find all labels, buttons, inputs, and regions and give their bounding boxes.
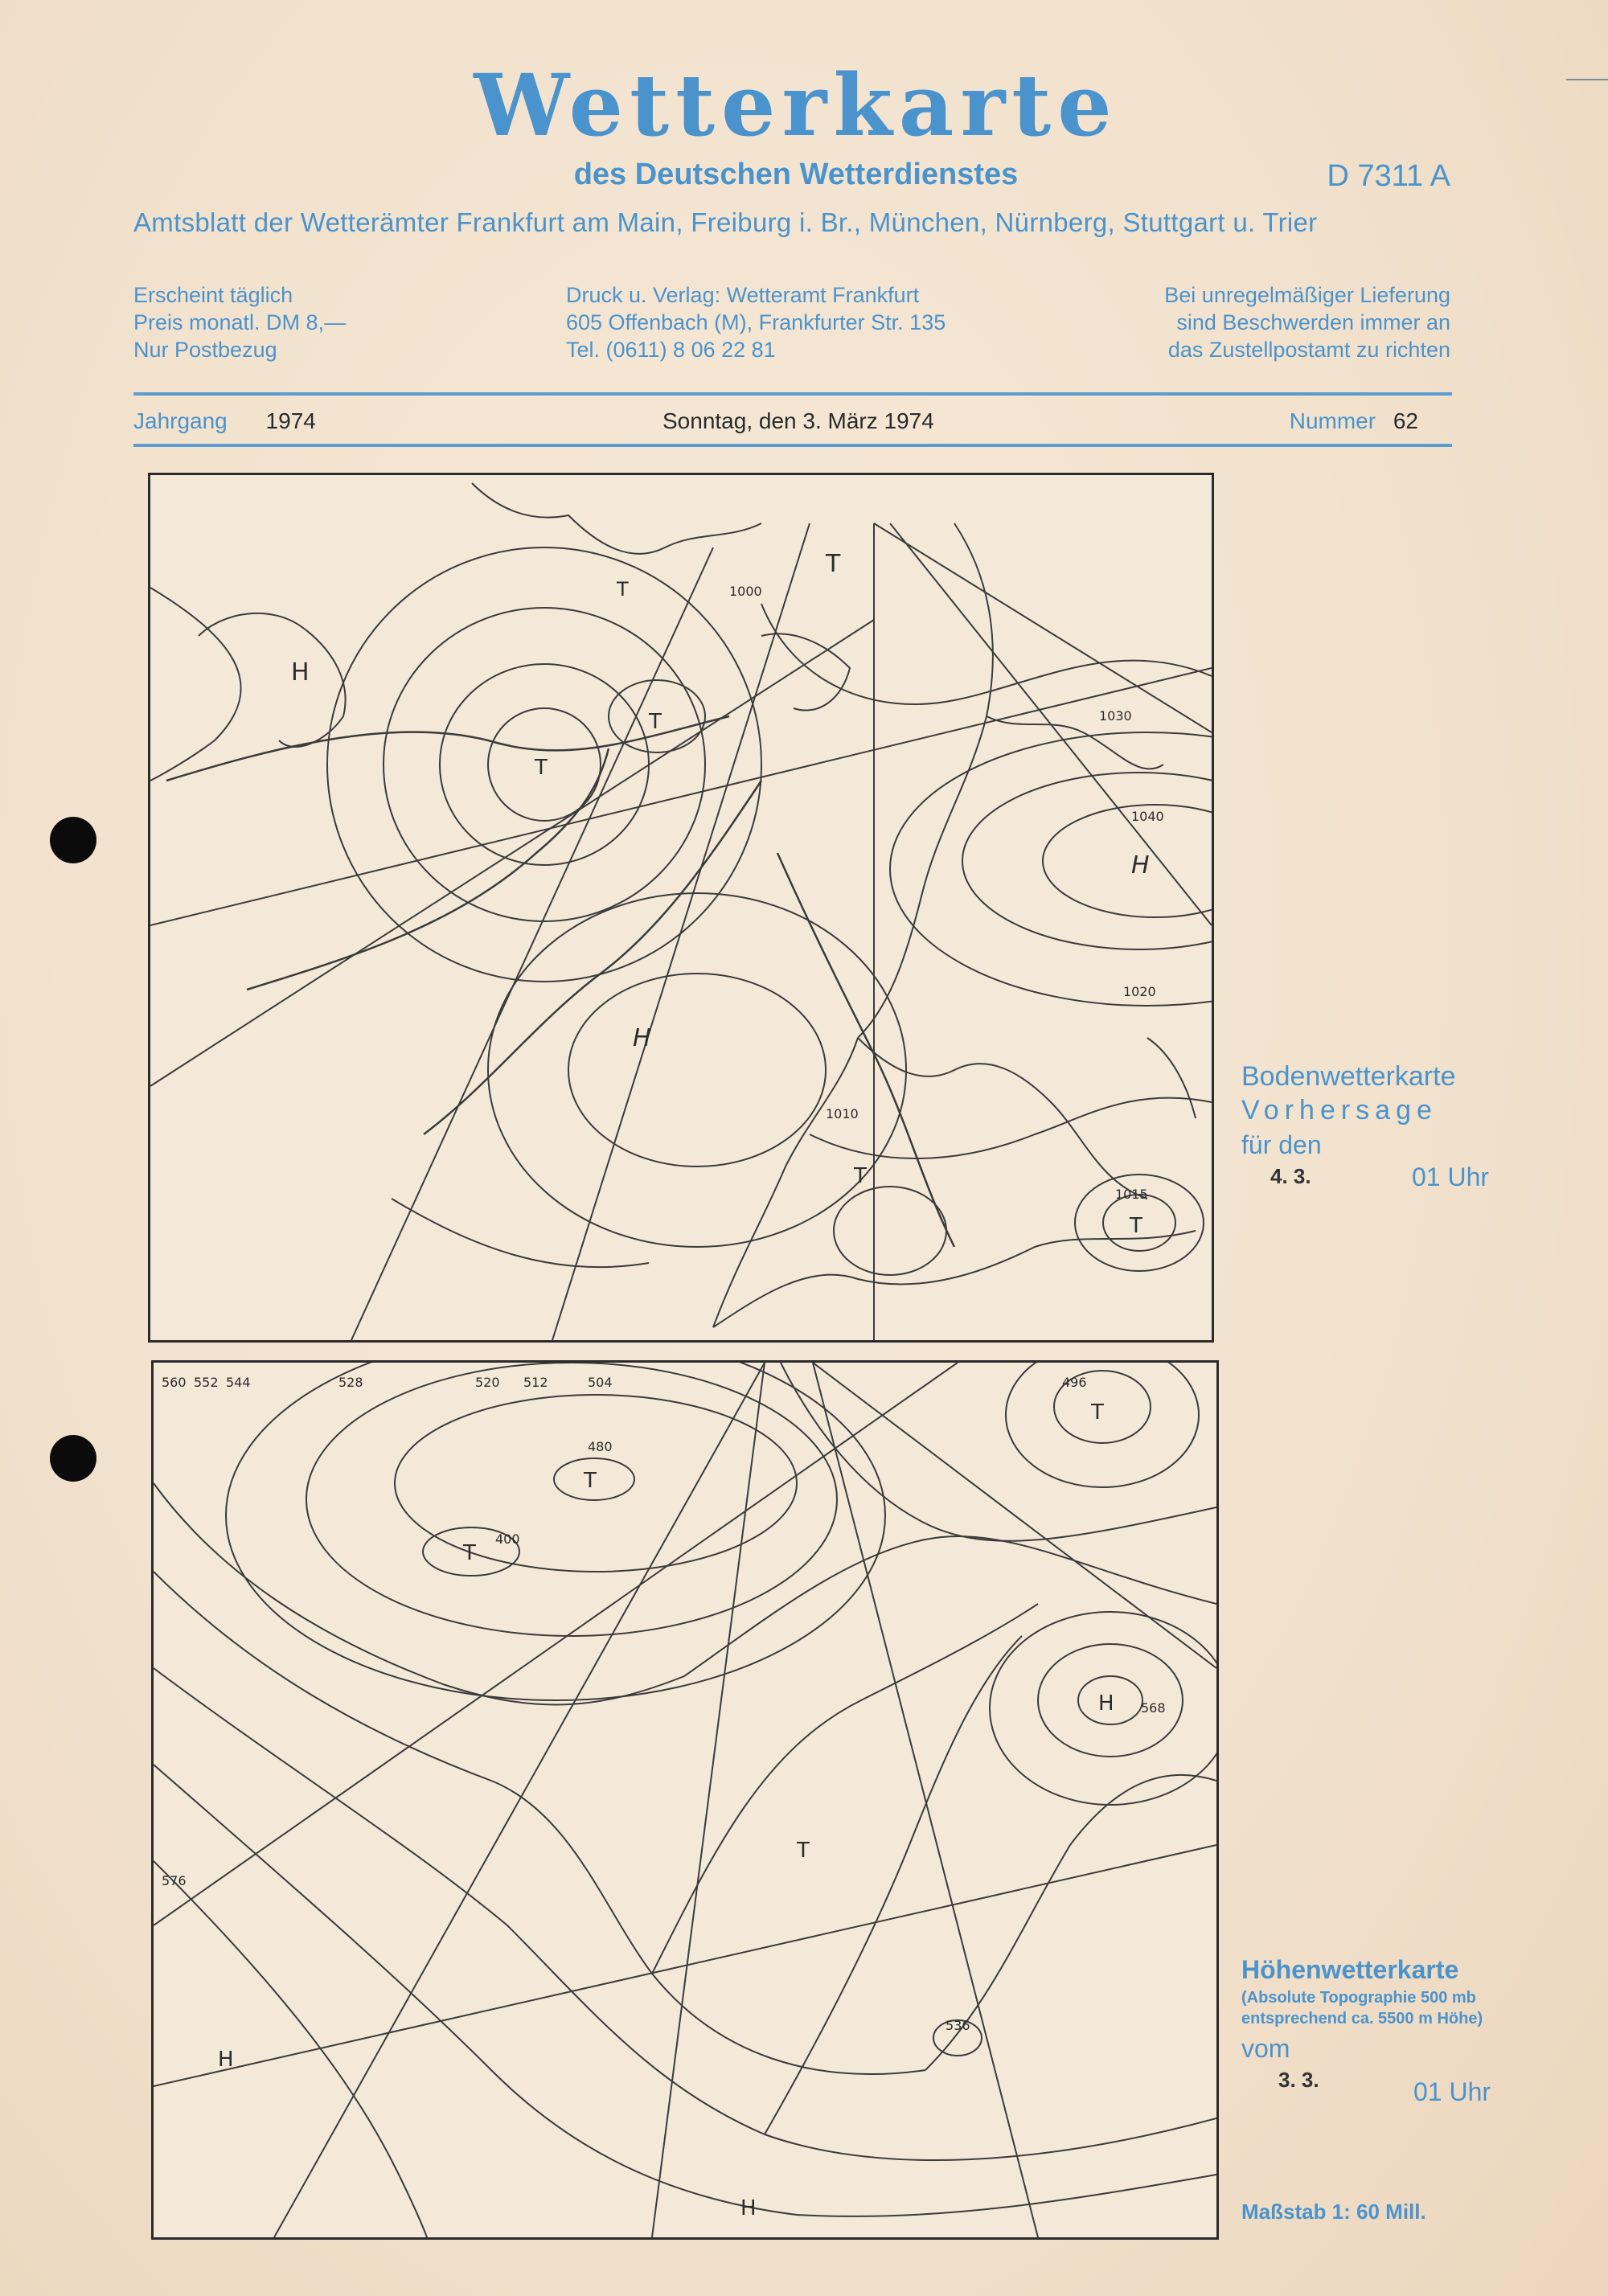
delivery-info bbox=[1164, 281, 1450, 363]
coastline bbox=[987, 716, 1163, 769]
grid-line bbox=[150, 668, 1212, 925]
subscription-info bbox=[133, 281, 346, 363]
surface-map-title: Bodenwetterkarte bbox=[1241, 1061, 1456, 1092]
info-line: Nur Postbezug bbox=[133, 338, 277, 362]
contour-value: 544 bbox=[226, 1375, 251, 1390]
info-line: 605 Offenbach (M), Frankfurter Str. 135 bbox=[566, 310, 946, 334]
upper-map-time: 01 Uhr bbox=[1413, 2077, 1491, 2106]
grid-line bbox=[552, 523, 810, 1340]
pressure-low-label: T bbox=[1091, 1400, 1104, 1425]
isobar bbox=[810, 1098, 1212, 1158]
coastline bbox=[761, 633, 850, 710]
contour-line bbox=[226, 1363, 885, 1700]
isobar bbox=[150, 588, 241, 781]
pressure-low-label: T bbox=[826, 550, 841, 578]
punch-hole bbox=[50, 1435, 96, 1482]
isobar bbox=[834, 1187, 946, 1275]
isobar-value: 1000 bbox=[729, 584, 762, 599]
pressure-low-label: T bbox=[617, 578, 629, 601]
info-line: Bei unregelmäßiger Lieferung bbox=[1164, 283, 1450, 307]
contour-value: 512 bbox=[523, 1375, 548, 1390]
pressure-high-label: H bbox=[1131, 851, 1150, 879]
pressure-high-label: H bbox=[1098, 1691, 1114, 1716]
pressure-low-label: T bbox=[463, 1541, 476, 1565]
surface-map-date: 4. 3. bbox=[1270, 1164, 1311, 1188]
issue-year bbox=[133, 408, 316, 434]
contour-value: 400 bbox=[495, 1531, 520, 1547]
contour-line bbox=[765, 1636, 1022, 2134]
contour-value: 520 bbox=[475, 1375, 500, 1390]
isobar bbox=[962, 773, 1212, 949]
contour-value: 568 bbox=[1141, 1700, 1166, 1716]
contour-line bbox=[154, 1668, 1216, 2160]
info-line: Preis monatl. DM 8,— bbox=[133, 310, 347, 334]
issue-date: Sonntag, den 3. März 1974 bbox=[662, 408, 934, 433]
info-line: Druck u. Verlag: Wetteramt Frankfurt bbox=[566, 283, 920, 307]
isobar bbox=[568, 974, 826, 1166]
info-line: Erscheint täglich bbox=[133, 283, 293, 307]
info-line: Tel. (0611) 8 06 22 81 bbox=[566, 338, 776, 362]
punch-hole bbox=[50, 817, 96, 863]
surface-weather-map bbox=[148, 473, 1214, 1343]
contour-line bbox=[154, 1861, 427, 2237]
surface-map-subtitle: Vorhersage bbox=[1241, 1095, 1438, 1125]
year-value: 1974 bbox=[265, 408, 316, 433]
issue-number bbox=[1290, 408, 1418, 434]
grid-line bbox=[813, 1363, 1038, 2237]
pressure-low-label: T bbox=[1130, 1214, 1142, 1238]
masthead-subtitle: des Deutschen Wetterdienstes bbox=[573, 158, 1019, 191]
front-line bbox=[424, 781, 761, 1134]
grid-line bbox=[890, 523, 1212, 925]
grid-line bbox=[813, 1363, 1216, 1668]
pressure-low-label: T bbox=[649, 710, 662, 734]
coastline bbox=[472, 483, 761, 554]
grid-line bbox=[874, 523, 1212, 732]
publication-code: D 7311 A bbox=[1327, 159, 1450, 193]
pressure-high-label: H bbox=[740, 2196, 757, 2220]
contour-line bbox=[306, 1363, 837, 1636]
contour-value: 552 bbox=[194, 1375, 219, 1390]
isobar bbox=[761, 604, 1212, 704]
info-line: das Zustellpostamt zu richten bbox=[1167, 338, 1450, 362]
upper-map-note: entsprechend ca. 5500 m Höhe) bbox=[1241, 2010, 1483, 2027]
pressure-high-label: H bbox=[218, 2048, 234, 2072]
contour-value: 480 bbox=[588, 1439, 613, 1454]
pressure-high-label: H bbox=[291, 658, 310, 687]
pressure-low-label: T bbox=[854, 1164, 867, 1188]
surface-map-time: 01 Uhr bbox=[1412, 1162, 1490, 1191]
header-rule-bottom bbox=[133, 444, 1452, 447]
upper-air-map bbox=[151, 1360, 1219, 2240]
upper-map-date: 3. 3. bbox=[1278, 2068, 1319, 2092]
pressure-low-label: T bbox=[535, 756, 548, 780]
header-rule-top bbox=[133, 392, 1452, 396]
contour-value: 504 bbox=[588, 1375, 613, 1390]
grid-line bbox=[150, 620, 874, 1086]
surface-map-drawing bbox=[150, 475, 1212, 1340]
number-value: 62 bbox=[1393, 408, 1418, 433]
upper-map-title: Höhenwetterkarte bbox=[1241, 1955, 1459, 1984]
isobar-value: 1010 bbox=[826, 1106, 859, 1121]
contour-line bbox=[781, 1363, 1216, 1541]
coastline bbox=[1147, 1038, 1196, 1118]
surface-map-for-label: für den bbox=[1241, 1130, 1322, 1159]
grid-line bbox=[351, 547, 713, 1340]
offices-line: Amtsblatt der Wetterämter Frankfurt am Main, Freiburg i. Br., München, Nürnberg, Stuttgart u. Trier bbox=[133, 207, 1318, 237]
edge-mark bbox=[1566, 79, 1608, 80]
pressure-low-label: T bbox=[584, 1469, 597, 1493]
contour-value: 536 bbox=[946, 2018, 970, 2033]
isobar-value: 1040 bbox=[1131, 809, 1164, 824]
contour-line bbox=[154, 1483, 684, 1704]
upper-map-note: (Absolute Topographie 500 mb bbox=[1241, 1989, 1476, 2007]
contour-value: 496 bbox=[1062, 1375, 1087, 1390]
contour-line bbox=[154, 1765, 1216, 2216]
upper-map-drawing bbox=[154, 1363, 1216, 2237]
isobar-value: 1020 bbox=[1123, 984, 1156, 999]
map-scale: Maßstab 1: 60 Mill. bbox=[1241, 2200, 1426, 2224]
contour-value: 576 bbox=[162, 1873, 187, 1888]
publisher-info bbox=[566, 281, 946, 363]
front-line bbox=[247, 748, 609, 990]
contour-value: 560 bbox=[162, 1375, 187, 1390]
pressure-high-label: H bbox=[633, 1024, 651, 1052]
coastline bbox=[713, 1038, 858, 1327]
masthead-title: Wetterkarte bbox=[474, 55, 1118, 155]
coastline bbox=[858, 523, 993, 1038]
upper-map-from-label: vom bbox=[1241, 2034, 1290, 2063]
coastline bbox=[199, 613, 346, 747]
contour-value: 528 bbox=[338, 1375, 363, 1390]
info-line: sind Beschwerden immer an bbox=[1176, 310, 1450, 334]
grid-line bbox=[154, 1363, 958, 1925]
isobar-value: 1015 bbox=[1115, 1187, 1148, 1202]
isobar bbox=[392, 1199, 649, 1267]
pressure-low-label: T bbox=[797, 1839, 810, 1863]
contour-line bbox=[1006, 1363, 1199, 1487]
year-label: Jahrgang bbox=[133, 408, 228, 433]
grid-line bbox=[154, 1845, 1216, 2086]
grid-line bbox=[274, 1363, 765, 2237]
isobar bbox=[1043, 805, 1212, 917]
isobar-value: 1030 bbox=[1099, 708, 1132, 724]
number-label: Nummer bbox=[1289, 408, 1376, 433]
